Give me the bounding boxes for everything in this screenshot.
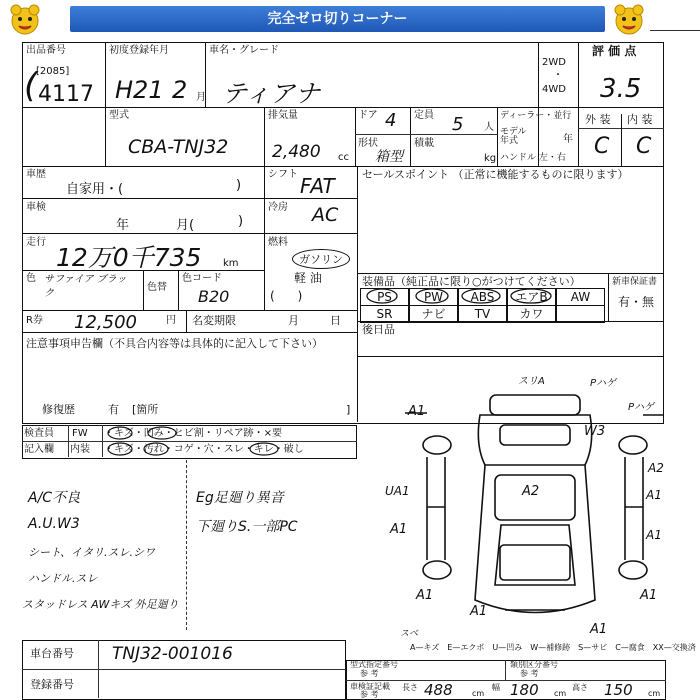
note-right-2: 下廻りS.一部PC [196,519,298,535]
mark-sura: スリA [518,376,545,387]
inspector-label: 検査員 [24,428,54,439]
banner [0,0,700,40]
int-items: ・キズ・汚れ・コゲ・穴・スレ・キレ・破し [104,444,304,455]
int-label: 内 装 [627,113,653,126]
divider [264,166,265,310]
color-label: 色 [26,273,36,284]
divider [357,321,664,322]
lot-label: 出品番号 [26,45,66,56]
color-code: B20 [198,287,230,306]
equip-leather: カワ [507,305,556,323]
divider [650,30,700,32]
cap-unit: 人 [484,122,494,133]
divider [143,270,144,310]
mark-a1-right-2: A1 [646,528,662,542]
rear-seat-label: 後日品 [362,323,395,336]
inspect-year: 年 [116,218,130,233]
recycle-label: R券 [26,315,43,326]
hei-value: 150 [604,681,633,699]
equipment-grid [360,288,607,322]
regperiod-label: 名変期限 [192,314,236,327]
regperiod-day: 日 [330,314,341,327]
equip-aw: AW [556,288,605,306]
use-close: ) [236,178,242,193]
note-right-1: Eg足廻り異音 [196,490,284,506]
disp-value: 2,480 [272,142,321,162]
reg-month: 2 [172,76,188,104]
divider [22,669,346,670]
recycle-unit: 円 [166,315,176,326]
model-year-label2: 年式 [500,136,519,146]
divider [578,42,579,166]
note-line-2: A.U.W3 [28,516,80,532]
divider [357,273,664,274]
cert-label: 車検証記載 [350,682,390,691]
divider [410,107,411,166]
ext-grade: C [594,134,610,159]
interior-label: 内装 [70,444,90,455]
divider [538,42,539,166]
shape-value: 箱型 [375,149,403,165]
drive-2wd: 2WD [542,57,566,68]
fuel-gas: ガソリン [292,249,350,269]
reg-month-unit: 月 [196,92,206,103]
door-value: 4 [385,110,397,131]
divider [357,166,358,422]
wid-value: 180 [510,681,539,699]
divider [357,356,664,357]
mascot-icon [8,3,42,37]
door-label: ドア [358,110,378,121]
name-label: 車名・グレード [209,45,279,56]
load-unit: kg [484,153,497,164]
rating-value: 3.5 [600,74,642,104]
warranty-value: 有・無 [618,295,655,309]
model-code: CBA-TNJ32 [128,136,229,158]
recycle-value: 12,500 [74,312,137,333]
equip-tv: TV [458,305,507,323]
ac-label: 冷房 [268,202,288,213]
equip-abs: ABS [458,288,507,306]
rating-label: 評 価 点 [592,44,637,58]
divider [102,425,103,457]
repair-close: ] [346,403,351,416]
equip-navi: ナビ [409,305,458,323]
load-label: 積載 [414,138,434,149]
divider [22,166,664,167]
class-label: 類別区分番号 [510,660,558,669]
selling-label: セールスポイント （正常に機能するものに限ります） [362,168,629,181]
equip-pw: PW [409,288,458,306]
ac-value: AC [312,204,339,226]
hei-label: 高さ [572,683,588,692]
ext-label: 外 装 [585,113,611,126]
wid-label: 幅 [492,683,500,692]
repair-place: [箇所 [132,403,159,416]
divider [621,114,622,166]
note-line-4: ハンドル.スレ [28,572,98,585]
car-name: ティアナ [222,79,321,108]
regno-label: 登録番号 [30,678,74,691]
divider [497,107,498,166]
mark-phage-2: Pハゲ [628,402,655,413]
divider [105,42,106,166]
divider [68,425,69,457]
mark-ua1: UA1 [385,484,410,498]
year-unit: 年 [563,134,573,145]
fuel-paren: ( ) [270,289,303,303]
divider [22,107,664,108]
divider [355,107,356,166]
divider [264,107,265,166]
repair-label: 修復歴 [42,403,75,416]
use-label: 車歴 [26,169,46,180]
warranty-label: 新車保証書 [612,277,658,287]
shape-label: 形状 [358,138,378,149]
note-line-3: シート、イタリ.スレ.シワ [28,546,156,559]
divider [178,270,179,310]
handle-label: ハンドル 左・右 [500,153,566,163]
mileage-unit: km [223,258,239,269]
notes-label: 注意事項申告欄（不具合内容等は具体的に記入して下さい） [26,337,323,350]
note-line-1: A/C不良 [28,490,81,506]
divider [186,460,187,630]
model-spec-ref: 参 考 [360,669,379,678]
mark-a1-front: A1 [408,404,426,419]
wid-unit: cm [554,689,567,698]
equip-sr: SR [360,305,409,323]
color-no-label: 色替 [147,282,167,293]
mark-phage: Pハゲ [590,378,617,389]
damage-legend: A—キズ E—エクボ U—凹み W—補修跡 S—サビ C—腐食 XX—交換済 [410,643,696,652]
mark-a1-rear: A1 [470,604,488,619]
reg-era: H21 [115,76,164,104]
model-label: 型式 [109,110,129,121]
inspect-label: 車検 [26,202,46,213]
chassis-label: 車台番号 [30,647,74,660]
divider [22,332,357,333]
color-value: サファイア ブラック [44,274,127,299]
fuel-diesel: 軽 油 [294,271,322,285]
mark-a2-roof: A2 [522,484,540,499]
entry-label: 記入欄 [24,444,54,455]
len-label: 長さ [402,683,418,692]
dealer-label: ディーラー・並行 [500,111,572,121]
inspect-month: 月( [176,218,195,233]
divider [22,198,357,199]
mascot-icon [612,3,646,37]
mark-a1-rear-left: A1 [416,588,434,603]
use-value: 自家用・( [66,182,124,197]
len-unit: cm [472,689,485,698]
mark-a1-right: A1 [646,488,662,502]
lot-number: 4117 [38,82,94,107]
note-line-5: スタッドレス AWキズ 外足廻り [22,598,179,611]
divider [98,640,99,698]
class-ref: 参 考 [520,669,539,678]
divider [22,310,357,311]
hei-unit: cm [648,689,661,698]
fw-items: ・キズ・凹み・ヒビ割・リペア跡・×要 [104,428,282,439]
divider [355,134,497,135]
equipment-label: 装備品（純正品に限り○がつけてください） [362,275,581,288]
mileage-label: 走行 [26,237,46,248]
mark-a1-left: A1 [390,522,408,537]
mark-w3: W3 [584,424,606,439]
model-spec-label: 型式指定番号 [350,660,398,669]
cap-label: 定員 [414,110,434,121]
inspect-close: ) [238,214,244,229]
cap-value: 5 [452,114,464,135]
equip-circle-marks [360,288,607,305]
chassis-value: TNJ32-001016 [112,644,233,664]
regperiod-month: 月 [288,314,299,327]
shift-label: シフト [268,169,298,180]
mark-a1-bumper: A1 [590,622,608,637]
drive-4wd: 4WD [542,84,566,95]
lot-sub: [2085] [36,66,70,77]
mark-sube: スベ [400,629,419,639]
color-code-label: 色コード [182,273,222,284]
divider [186,310,187,332]
shift-value: FAT [300,174,335,198]
inspection-circle-marks [104,425,354,457]
divider [22,233,357,234]
mark-a2-right: A2 [648,461,664,475]
int-grade: C [636,134,652,159]
mileage-value: 12万0千735 [56,243,202,272]
banner-title: 完全ゼロ切りコーナー [70,6,605,32]
equip-airbag: エアB [507,288,556,306]
len-value: 488 [424,681,453,699]
reg-label: 初度登録年月 [109,45,169,56]
divider [608,273,609,321]
fw-label: FW [72,428,88,439]
drive-dot: ・ [553,70,563,81]
car-diagram [405,385,665,635]
fuel-label: 燃料 [268,237,288,248]
disp-unit: cc [338,152,349,163]
repair-value: 有 [108,403,119,416]
mark-a1-rear-right: A1 [640,588,658,603]
equip-ps: PS [360,288,409,306]
cert-ref: 参 考 [360,690,379,699]
model-year-label: モデル [500,127,527,137]
disp-label: 排気量 [268,110,298,121]
divider [505,660,506,680]
bracket-mark: ( [24,66,38,106]
